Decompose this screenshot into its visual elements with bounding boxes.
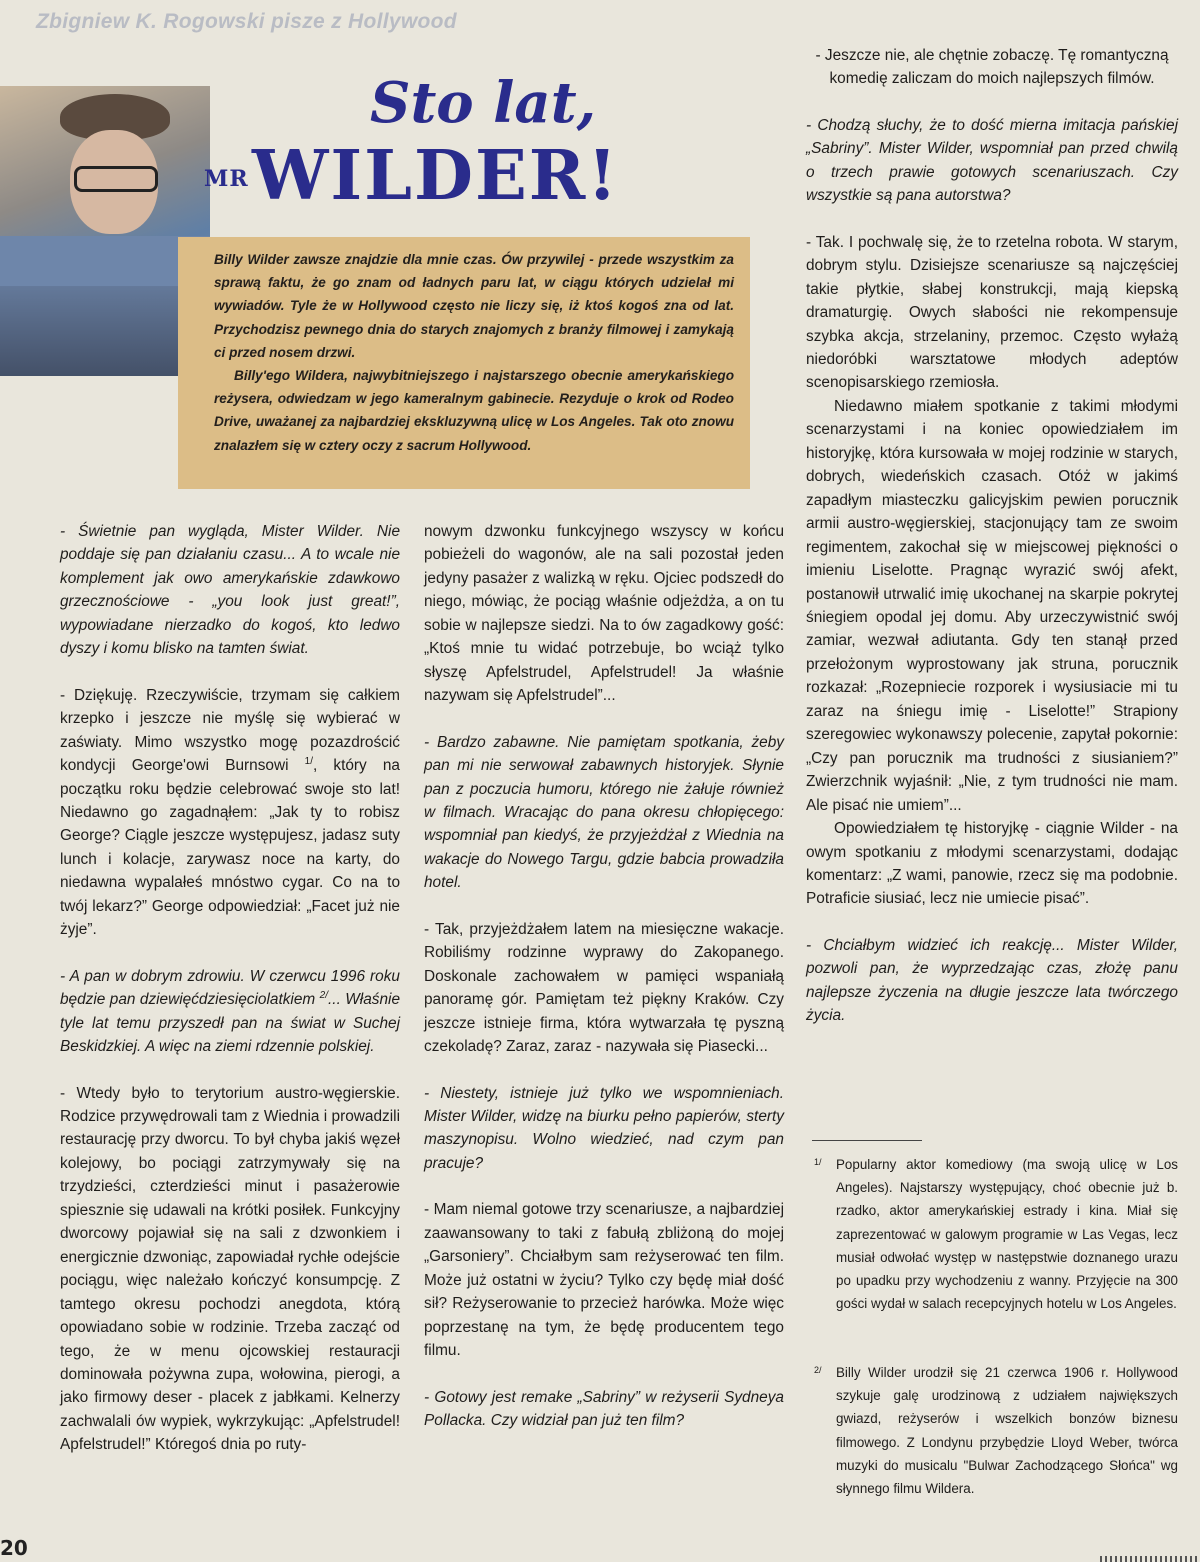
question-paragraph: - Chodzą słuchy, że to dość mierna imitacja pańskiej „Sabriny”. Mister Wilder, wspomniał pan przed chwilą o trzech prawie gotowych scenariuszach. Czy wszystkie są pana autorstwa? xyxy=(806,116,1178,205)
answer-paragraph: - Tak. I pochwalę się, że to rzetelna robota. W starym, dobrym stylu. Dzisiejsze scenariusze są najczęściej takie płytkie, słabej konstrukcji, mają kiepską dramaturgię. Owych słabości nie rekompensuje szybka akcja, strzelaniny, przemoc. Często wyłażą niedoróbki warsztatowe młodych adeptów scenopisarskiego rzemiosła. xyxy=(806,233,1178,392)
question-paragraph: - Chciałbym widzieć ich reakcję... Mister Wilder, pozwoli pan, że wyprzedzając czas, złożę panu najlepsze życzenia na długie jeszcze lata twórczego życia. xyxy=(806,936,1178,1025)
answer-paragraph: nowym dzwonku funkcyjnego wszyscy w końcu pobieżeli do wagonów, ale na sali pozostał jeden jedyny pasażer z walizką w ręku. Ojciec podszedł do niego, mówiąc, że pociąg właśnie odjeżdża, a on tu sobie w najlepsze siedzi. Na to ów zagadkowy gość: „Ktoś mnie tu widać potrzebuje, bo wciąż tylko słyszę Apfelstrudel, Apfelstrudel! Ja właśnie nazywam się Apfelstrudel”... xyxy=(424,523,784,705)
author-kicker: Zbigniew K. Rogowski pisze z Hollywood xyxy=(36,10,457,33)
headline-line1: Sto lat, xyxy=(370,70,597,136)
lead-text xyxy=(214,248,734,457)
answer-paragraph: Niedawno miałem spotkanie z takimi młodymi scenarzystami i na koniec opowiedziałem im historyjkę, która kursowała w mojej rodzinie w starych, dobrych, wiedeńskich czasach. Otóż w jakimś zapadłym miasteczku galicyjskim pewien porucznik armii austro-węgierskiej, stacjonujący tam ze swoim regimentem, zakochał się w miejscowej piękności o imieniu Liselotte. Pragnąc wyrazić swój afekt, postanowił utrwalić imię ukochanej na skarpie pokrytej śniegiem opodal jej domu. Aby urzeczywistnić swój zamiar, wezwał adiutanta. Gdy ten stanął przed przełożonym wyprostowany jak struna, porucznik rozkazał: „Rozepniecie rozporek i wysiusiacie mi tu zaraz na śniegu imię - Liselotte!” Strapiony szeregowiec wykonawszy polecenie, zapytał pokornie: „Czy pan porucznik ma trudności z siusianiem?” Zwierzchnik wyjaśnił: „Nie, z tym trudności nie mam. Ale pisać nie umiem”... xyxy=(806,397,1178,814)
footnote-rule xyxy=(812,1140,922,1141)
column-2 xyxy=(424,520,784,1432)
footnote-2 xyxy=(814,1361,1178,1500)
question-paragraph: - Niestety, istnieje już tylko we wspomnieniach. Mister Wilder, widzę na biurku pełno papierów, sterty maszynopisu. Wolno wiedzieć, nad czym pan pracuje? xyxy=(424,1084,784,1172)
footnote-mark: 1/ xyxy=(814,1157,822,1167)
answer-paragraph: - Mam niemal gotowe trzy scenariusze, a najbardziej zaawansowany to taki z fabułą zbliżoną do mojej „Garsoniery”. Chciałbym sam reżyserować ten film. Może już ostatni w życiu? Tylko czy będę miał dość sił? Reżyserowanie to przecież harówka. Może więc poprzestanę na tym, że będę producentem tego filmu. xyxy=(424,1201,784,1360)
headline-line2: WILDER! xyxy=(252,136,620,216)
answer-paragraph: Opowiedziałem tę historyjkę - ciągnie Wilder - na owym spotkaniu z młodymi scenarzystami, dodając komentarz: „Z wami, panowie, rzecz się ma podobnie. Potraficie siusiać, lecz nie umiecie pisać”. xyxy=(806,820,1178,908)
footnote-text: Popularny aktor komediowy (ma swoją ulicę w Los Angeles). Najstarszy występujący, choć obecnie już b. rzadko, aktor amerykańskiej estrady i kina. Miał się zaprezentować w galowym programie w Las Vegas, lecz musiał odwołać występ w następstwie doznanego urazu po upadku przy wychodzeniu z wanny. Przyjęcie na 300 gości wydał w salach recepcyjnych hotelu w Los Angeles. xyxy=(836,1157,1178,1312)
footnote-ref: 1/ xyxy=(304,755,313,767)
question-paragraph: - Gotowy jest remake „Sabriny” w reżyserii Sydneya Pollacka. Czy widział pan już ten film? xyxy=(424,1388,784,1429)
footnote-1 xyxy=(814,1153,1178,1315)
question-paragraph: - A pan w dobrym zdrowiu. W czerwcu 1996 roku będzie pan dziewięćdziesięciolatkiem $^{2/}$... Właśnie tyle lat temu przyszedł pan na świat w Suchej Beskidzkiej. A więc na ziemi rdzennie polskiej. xyxy=(60,967,401,1056)
answer-paragraph: - Dziękuję. Rzeczywiście, trzymam się całkiem krzepko i jeszcze nie myślę się wybierać w zaświaty. Mimo wszystko mogę pozazdrościć kondycji George'owi Burnsowi $^{1/}$, który na początku roku będzie celebrować swoje sto lat! Niedawno go zagadnąłem: „Jak ty to robisz George? Ciągle jeszcze występujesz, jadasz suty lunch i kolacje, zarywasz noce na karty, do niedawna wypalałeś mnóstwo cygar. Co na to twój lekarz?” George odpowiedział: „Facet już nie żyje”. xyxy=(60,686,400,939)
answer-paragraph: - Jeszcze nie, ale chętnie zobaczę. Tę romantyczną komedię zaliczam do moich najlepszych filmów. xyxy=(815,47,1169,88)
lead-paragraph: Billy Wilder zawsze znajdzie dla mnie czas. Ów przywilej - przede wszystkim za sprawą faktu, że go znam od ładnych paru lat, w ciągu których udzielał mi wywiadów. Tyle że w Hollywood często nie liczy się, iż ktoś kogoś zna od lat. Przychodzisz pewnego dnia do starych znajomych z branży filmowej i zamykają ci przed nosem drzwi. xyxy=(214,252,734,360)
headline-mr: MR xyxy=(204,166,249,192)
scan-edge xyxy=(1100,1556,1200,1562)
column-3 xyxy=(806,44,1178,1028)
lead-paragraph: Billy'ego Wildera, najwybitniejszego i najstarszego obecnie amerykańskiego reżysera, odwiedzam w jego kameralnym gabinecie. Rezyduje o krok od Rodeo Drive, uważanej za najbardziej ekskluzywną ulicę w Los Angeles. Tak oto znowu znalazłem się w cztery oczy z sacrum Hollywood. xyxy=(214,368,734,453)
answer-paragraph: - Tak, przyjeżdżałem latem na miesięczne wakacje. Robiliśmy rodzinne wyprawy do Zakopanego. Doskonale zachowałem w pamięci wspaniałą panoramę gór. Pamiętam też piękny Kraków. Czy jeszcze istnieje firma, która wytwarzała tę pyszną czekoladę? Zaraz, zaraz - nazywała się Piasecki... xyxy=(424,920,784,1056)
answer-paragraph: - Wtedy było to terytorium austro-węgierskie. Rodzice przywędrowali tam z Wiednia i prowadzili restaurację przy dworcu. To był chyba jakiś węzeł kolejowy, bo pociągi zatrzymywały się na trzydzieści, czterdzieści minut i pasażerowie spiesznie się udawali na krótki posiłek. Funkcyjny dworcowy pojawiał się na sali z dzwonkiem i energicznie dzwoniąc, zapowiadał rychłe odejście pociągu, więc należało kończyć konsumpcję. Z tamtego okresu pochodzi anegdota, którą opowiadano sobie w rodzinie. Trzeba zacząć od tego, że w menu ojcowskiej restauracji dominowała pożywna zupa, wołowina, pierogi, a jako firmowy deser - placek z jabłkami. Kelnerzy zachwalali ów wypiek, wykrzykując: „Apfelstrudel! Apfelstrudel!” Któregoś dnia po ruty- xyxy=(60,1084,400,1454)
question-paragraph: - Bardzo zabawne. Nie pamiętam spotkania, żeby pan mi nie serwował zabawnych historyjek. Słynie pan z poczucia humoru, którego nie żałuje również w filmach. Wracając do pana okresu chłopięcego: wspomniał pan kiedyś, że przyjeżdżał z Wiednia na wakacje do Nowego Targu, gdzie babcia prowadziła hotel. xyxy=(424,733,784,892)
footnote-mark: 2/ xyxy=(814,1365,822,1375)
question-paragraph: - Świetnie pan wygląda, Mister Wilder. Nie poddaje się pan działaniu czasu... A to wcale nie komplement jak owo amerykańskie zdawkowo grzecznościowe - „you look just great!”, wypowiadane nierzadko do kogoś, kto ledwo dyszy i komu blisko na tamten świat. xyxy=(60,523,400,658)
footnote-text: Billy Wilder urodził się 21 czerwca 1906 r. Hollywood szykuje galę urodzinową z udziałem największych gwiazd, reżyserów i wszelkich bonzów biznesu filmowego. Z Londynu przybędzie Lloyd Weber, twórca muzyki do musicalu "Bulwar Zachodzącego Słońca" wg słynnego filmu Wildera. xyxy=(836,1365,1178,1497)
footnote-ref: 2/ xyxy=(319,990,329,1002)
column-1 xyxy=(60,520,400,1457)
page-number: 20 xyxy=(0,1536,28,1560)
